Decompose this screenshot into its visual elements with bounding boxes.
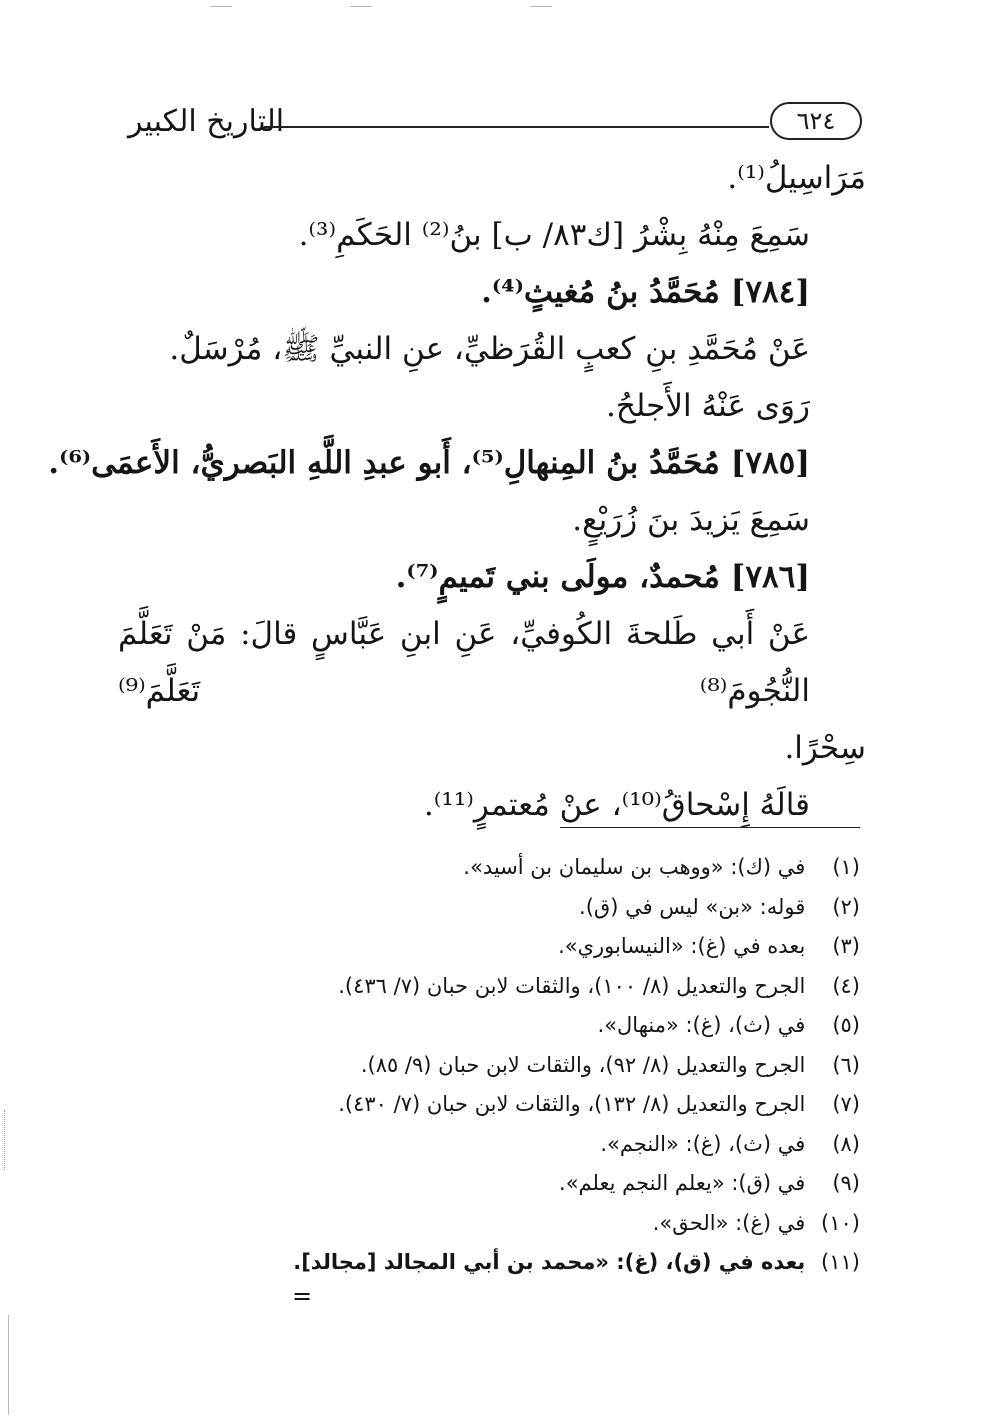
footnote-number: (١١) [821,1250,860,1274]
main-text [48,150,866,834]
footnote [160,1125,860,1165]
footnote-text: بعده في (ق)، (غ): «محمد بن أبي المجالد [مجالد]. [293,1250,806,1274]
footnote-number: (٣) [832,934,860,958]
footnote [160,1046,860,1086]
footnote [160,1085,860,1125]
text-line: قالَهُ إِسْحاقُ⁽¹⁰⁾، عنْ مُعتمرٍ⁽¹¹⁾. [423,787,810,823]
entry-heading-785: [٧٨٥] مُحَمَّدُ بنُ المِنهالِ⁽⁵⁾، أَبو عبدِ اللَّهِ البَصريُّ، الأَعمَى⁽⁶⁾. [48,445,810,481]
footnote-text: في (ك): «ووهب بن سليمان بن أسيد». [463,855,806,879]
scan-mark [210,6,232,7]
footnote-text: في (ث)، (غ): «منهال». [597,1013,806,1037]
footnote-divider [560,827,860,828]
footnote-text: قوله: «بن» ليس في (ق). [579,894,806,919]
footnote-number: (٩) [832,1171,860,1195]
footnote-number: (١٠) [821,1210,860,1235]
book-title: التاريخ الكبير [128,104,285,139]
running-header [128,100,868,148]
footnote-text: في (ق): «يعلم النجم يعلم». [559,1171,806,1195]
footnote [160,1164,860,1204]
text-line: عَنْ مُحَمَّدِ بنِ كعبٍ القُرَظيِّ، عنِ النبيِّ ﷺ، مُرْسَلٌ. [169,331,810,367]
text-line: سَمِعَ مِنْهُ بِشْرُ [ك٨٣/ ب] بنُ⁽²⁾ الحَكَمِ⁽³⁾. [298,217,810,253]
text-line: مَرَاسِيلُ⁽¹⁾. [727,160,866,196]
text-line: سَمِعَ يَزيدَ بنَ زُرَيْعٍ. [572,502,810,538]
footnote-number: (٧) [832,1092,860,1116]
header-rule [264,126,769,128]
footnote-text: في (غ): «الحق». [652,1210,806,1235]
footnote-text: بعده في (غ): «النيسابوري». [558,934,806,958]
scan-margin-line [8,1315,9,1415]
scan-mark [350,6,372,7]
entry-heading-786: [٧٨٦] مُحمدٌ، مولَى بني تَميمٍ⁽⁷⁾. [395,559,810,595]
footnote [160,967,860,1007]
footnote-number: (٨) [832,1131,860,1156]
page-number: ٦٢٤ [770,102,862,140]
footnote-text: الجرح والتعديل (٨/ ١٠٠)، والثقات لابن حبان (٧/ ٤٣٦). [338,973,806,998]
footnote-text: في (ث)، (غ): «النجم». [600,1131,806,1156]
continuation-mark: = [292,1282,313,1310]
footnote [160,888,860,928]
footnote [160,1243,860,1283]
scan-mark [530,6,552,7]
footnote [160,848,860,888]
footnote [160,1204,860,1244]
footnote-text: الجرح والتعديل (٨/ ٩٢)، والثقات لابن حبان (٩/ ٨٥). [360,1052,806,1077]
footnote-text: الجرح والتعديل (٨/ ١٣٢)، والثقات لابن حبان (٧/ ٤٣٠). [338,1092,806,1116]
text-line: سِحْرًا. [784,730,866,766]
text-line: عَنْ أَبي طَلحةَ الكُوفيِّ، عَنِ ابنِ عَبَّاسٍ قالَ: مَنْ تَعَلَّمَ النُّجُومَ⁽⁸⁾ تَعَلَّمَ⁽⁹⁾ [118,616,810,709]
footnote-number: (٥) [832,1013,860,1037]
text-line: رَوَى عَنْهُ الأَجلحُ. [606,388,810,424]
footnote-number: (١) [832,855,860,879]
footnotes [160,848,860,1283]
entry-heading-784: [٧٨٤] مُحَمَّدُ بنُ مُغيثٍ⁽⁴⁾. [481,274,810,310]
scan-margin-mark [4,1110,5,1170]
footnote-number: (٢) [832,894,860,919]
footnote-number: (٦) [832,1052,860,1077]
footnote [160,927,860,967]
footnote-number: (٤) [832,973,860,998]
footnote [160,1006,860,1046]
